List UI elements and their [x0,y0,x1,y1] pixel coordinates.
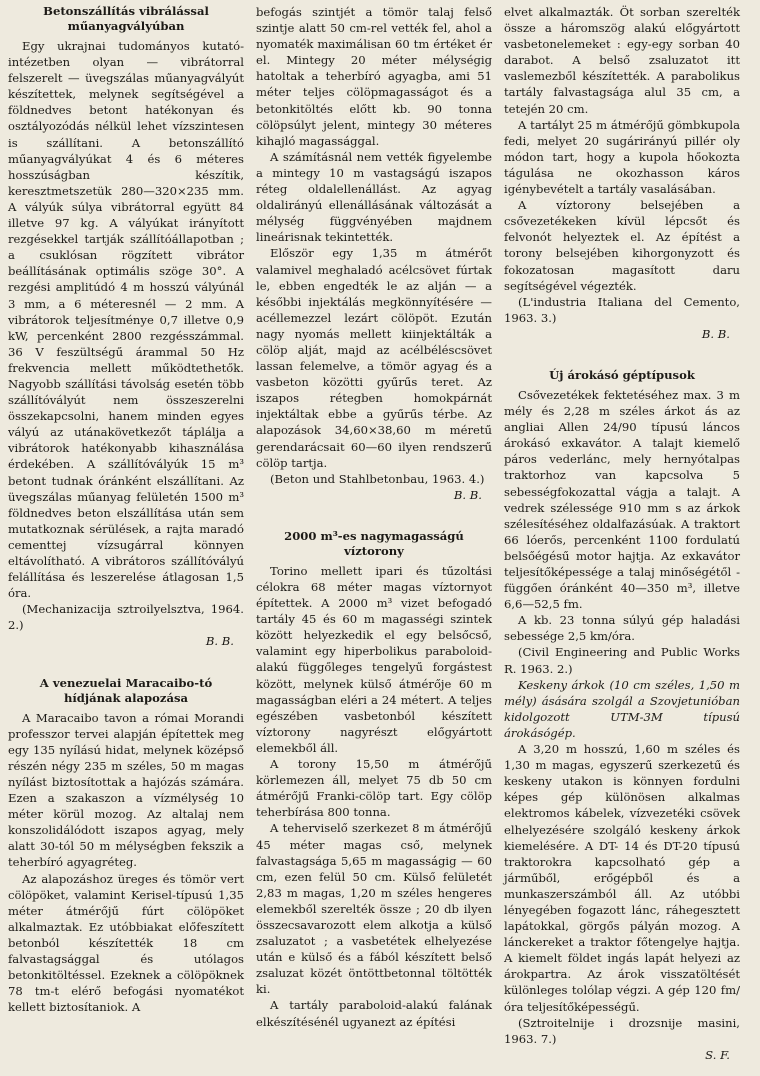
article-title: 2000 m³-es nagymagasságú [284,528,464,543]
article-subtitle: hídjának alapozása [63,690,189,705]
paragraph: Csővezetékek fektetéséhez max. 3 m mély és 2,28 m széles árkot ás az angliai Allen 24/90 típusú láncos árokásó exkavátor. A talajt kiemelő páros vederlánc, mely hernyótalpas traktorhoz van kapcsolva 5 sebességfokozattal vágja a talajt. A vedrek szélessége 910 mm s az árkok szélesítéséhez oldalfazásúak. A traktort 66 lóerős, percenként 1100 fordulatú belsőégésű motor hajtja. Az exkavátor teljesítőképessége a talaj minőségétől - függően óránként 40—350 m³, illetve 6,6—52,5 fm. [504,387,740,612]
source-reference: (Beton und Stahlbetonbau, 1963. 4.) [270,471,485,486]
paragraph: A teherviselő szerkezet 8 m átmérőjű 45 méter magas cső, melynek falvastagsága 5,65 m magasságig — 60 cm, ezen felül 50 cm. Külső felületét 2,83 m magas, 1,20 m széles hengeres elemekből szerelték össze ; 20 db ilyen összecsavarozott elem alkotja a külső zsaluzatot ; a vasbetétek elhelyezése után e külső és a fából készített belső zsaluzat közét öntöttbetonnal töltötték ki. [256,821,492,997]
author-initials: B. B. [205,634,234,649]
article-subtitle: műanyagvályúban [67,19,185,33]
source-reference: (Sztroitelnije i drozsnije masini, 1963. 7.) [504,1015,740,1046]
source-reference: (Civil Engineering and Public Works R. 1963. 2.) [504,645,740,676]
paragraph: A torony 15,50 m átmérőjű körlemezen áll, melyet 75 db 50 cm átmérőjű Franki-cölöp tart. Egy cölöp teherbírása 800 tonna. [256,757,492,820]
article-title: Új árokásó géptípusok [549,367,695,382]
paragraph: A tartály paraboloid-alakú falának elkészítésénél ugyanezt az építési [256,998,492,1029]
paragraph: A Maracaibo tavon a római Morandi professzor tervei alapján építettek meg egy 135 nyílású hidat, melynek középső részén négy 235 m széles, 50 m magas nyílást biztosítottak a hajózás számára. Ezen a szakaszon a vízmélység 10 méter körül mozog. Az altalaj nem konszolidálódott iszapos agyag, mely alatt 30-tól 50 m mélységben fekszik a teherbíró agyagréteg. [8,710,244,870]
source-reference: (L'industria Italiana del Cemento, 1963. 3.) [504,294,740,325]
paragraph: A tartályt 25 m átmérőjű gömbkupola fedi, melyet 20 sugárirányú pillér oly módon tart, hogy a kupola hőokozta tágulása ne okozhasson káros igénybevételt a tartály vasalásában. [504,117,740,197]
article-heading-trenchers [504,368,740,383]
article-heading-water-tower [256,529,492,559]
article-title: A venezuelai Maracaibo-tó [39,675,213,690]
column-middle [256,4,492,1076]
source-reference: (Mechanizacija sztroilyelsztva, 1964. 2.) [8,602,244,633]
column-left [8,4,244,1076]
author-initials: S. F. [705,1047,730,1062]
paragraph: Először egy 1,35 m átmérőt valamivel meghaladó acélcsövet fúrtak le, ebben engedték le az alján — a későbbi injektálás megkönnyítésére — acéllemezzel lezárt cölöpöt. Ezután nagy nyomás mellett kiinjektálták a cölöp alját, majd az acélbéléscsövet lassan felemelve, a tömör agyag és a vasbeton közötti gyűrűs teret. Az iszapos rétegben homokpárnát injektáltak ebbe a gyűrűs térbe. Az alapozások 34,60×38,60 m méretű gerendarácsait 60—60 ilyen rendszerű cölöp tartja. [256,246,492,470]
article-heading-maracaibo [8,676,244,706]
paragraph: A víztorony belsejében a csővezetékeken kívül lépcsőt és felvonót helyeztek el. Az építést a torony belsejében kihorgonyzott és fokozatosan magasított daru segítségével végezték. [504,198,740,293]
paragraph: A kb. 23 tonna súlyú gép haladási sebessége 2,5 km/óra. [504,613,740,644]
paragraph: Torino mellett ipari és tűzoltási célokra 68 méter magas víztornyot építettek. A 2000 m³ vizet befogadó tartály 45 és 60 m magasségi szintek között helyezkedik el egy belsőcső, valamint egy hiperbolikus paraboloid-alakú függőleges tengelyű forgástest között, melynek külső átmérője 60 m magasságban eléri a 24 métert. A teljes egészében vasbetonból készített víztorony nagyrészt előgyártott elemekből áll. [256,563,492,755]
paragraph: befogás szintjét a tömör talaj felső szintje alatt 50 cm-rel vették fel, ahol a nyomaték maximálisan 60 tm értéket ér el. Mintegy 20 méter mélységig hatoltak a teherbíró agyagba, ami 51 méter teljes cölöpmagasságot és a betonkitöltés előtt kb. 90 tonna cölöpsúlyt jelent, mintegy 30 méteres kihajló magassággal. [256,5,492,148]
paragraph: A 3,20 m hosszú, 1,60 m széles és 1,30 m magas, egyszerű szerkezetű és keskeny utakon is könnyen fordulni képes gép különösen alkalmas elektromos kábelek, vízvezetéki csövek elhelyezésére szolgáló keskeny árkok kiemelésére. A DT- 14 és DT-20 típusú traktorokra kapcsolható gép a járműből, erőgépből és a munkaszerszámból áll. Az utóbbi lényegében fogazott lánc, ráhegesztett lapátokkal, görgős pályán mozog. A lánckereket a traktor főtengelye hajtja. A kiemelt földet ingás lapát helyezi az árokpartra. Az árok visszatöltését különleges tolólap végzi. A gép 120 fm/óra teljesítőképességű. [504,742,740,1014]
paragraph: Egy ukrajnai tudományos kutató-intézetben olyan — vibrátorral felszerelt — üvegszálas műanyagvályút készítettek, melynek segítségével a földnedves betont hatékonyan és osztályozódás nélkül lehet vízszintesen is szállítani. A betonszállító műanyagvályúkat 4 és 6 méteres hosszúságban készítik, keresztmetszetük 280—320×235 mm. A vályúk súlya vibrátorral együtt 84 illetve 97 kg. A vályúkat irányított rezgésekkel tartják szállítóállapotban ; a csuklósan rögzített vibrátor beállításának optimális szöge 30°. A rezgési amplitúdó 4 m hosszú vályúnál 3 mm, a 6 méteresnél — 2 mm. A vibrátorok teljesítménye 0,7 illetve 0,9 kW, percenként 2800 rezgésszámmal. 36 V feszültségű árammal 50 Hz frekvencia mellett működtethetők. Nagyobb szállítási távolság esetén több szállítóvályút nem összeszerelni összekapcsolni, hanem minden egyes vályú az utánakövetkezőt táplálja a vibrátorok hatékonyabb kihasználása érdekében. A szállítóvályúk 15 m³ betont tudnak óránként elszállítani. Az üvegszálas műanyag felületén 1500 m³ földnedves beton elszállítása után sem mutatkoznak sérülések, a rajta maradó cementtej vízsugárral könnyen eltávolítható. A vibrátoros szállítóvályú felállítása és leszerelése átlagosan 1,5 óra. [8,39,244,601]
paragraph-italic: Keskeny árkok (10 cm széles, 1,50 m mély) ásására szolgál a Szovjetunióban kidolgozott UTM-3M típusú árokásógép. [504,677,740,740]
paragraph: A számításnál nem vették figyelembe a mintegy 10 m vastagságú iszapos réteg oldalellenállást. Az agyag oldalirányú ellenállásának változását a mélység függvényében majdnem lineárisnak tekintették. [256,149,492,245]
article-title: Betonszállítás vibrálással [43,4,209,18]
article-heading-concrete-trough [8,4,244,34]
column-right [504,4,740,1076]
author-initials: B. B. [453,487,482,502]
paragraph: elvet alkalmazták. Öt sorban szerelték össze a háromszög alakú előgyártott vasbetonelemeket : egy-egy sorban 40 darabot. A belső zsaluzatot itt vaslemezből készítették. A parabolikus tartály falvastagsága alul 35 cm, a tetején 20 cm. [504,5,740,116]
article-subtitle: víztorony [344,543,404,558]
author-initials: B. B. [701,326,730,341]
paragraph: Az alapozáshoz üreges és tömör vert cölöpöket, valamint Kerisel-típusú 1,35 méter átmérőjű fúrt cölöpöket alkalmaztak. Ez utóbbiakat előfeszített betonból készítették 18 cm falvastagsággal és utólagos betonkitöltéssel. Ezeknek a cölöpöknek 78 tm-t elérő befogási nyomatékot kellett biztosítaniok. A [8,871,244,1015]
